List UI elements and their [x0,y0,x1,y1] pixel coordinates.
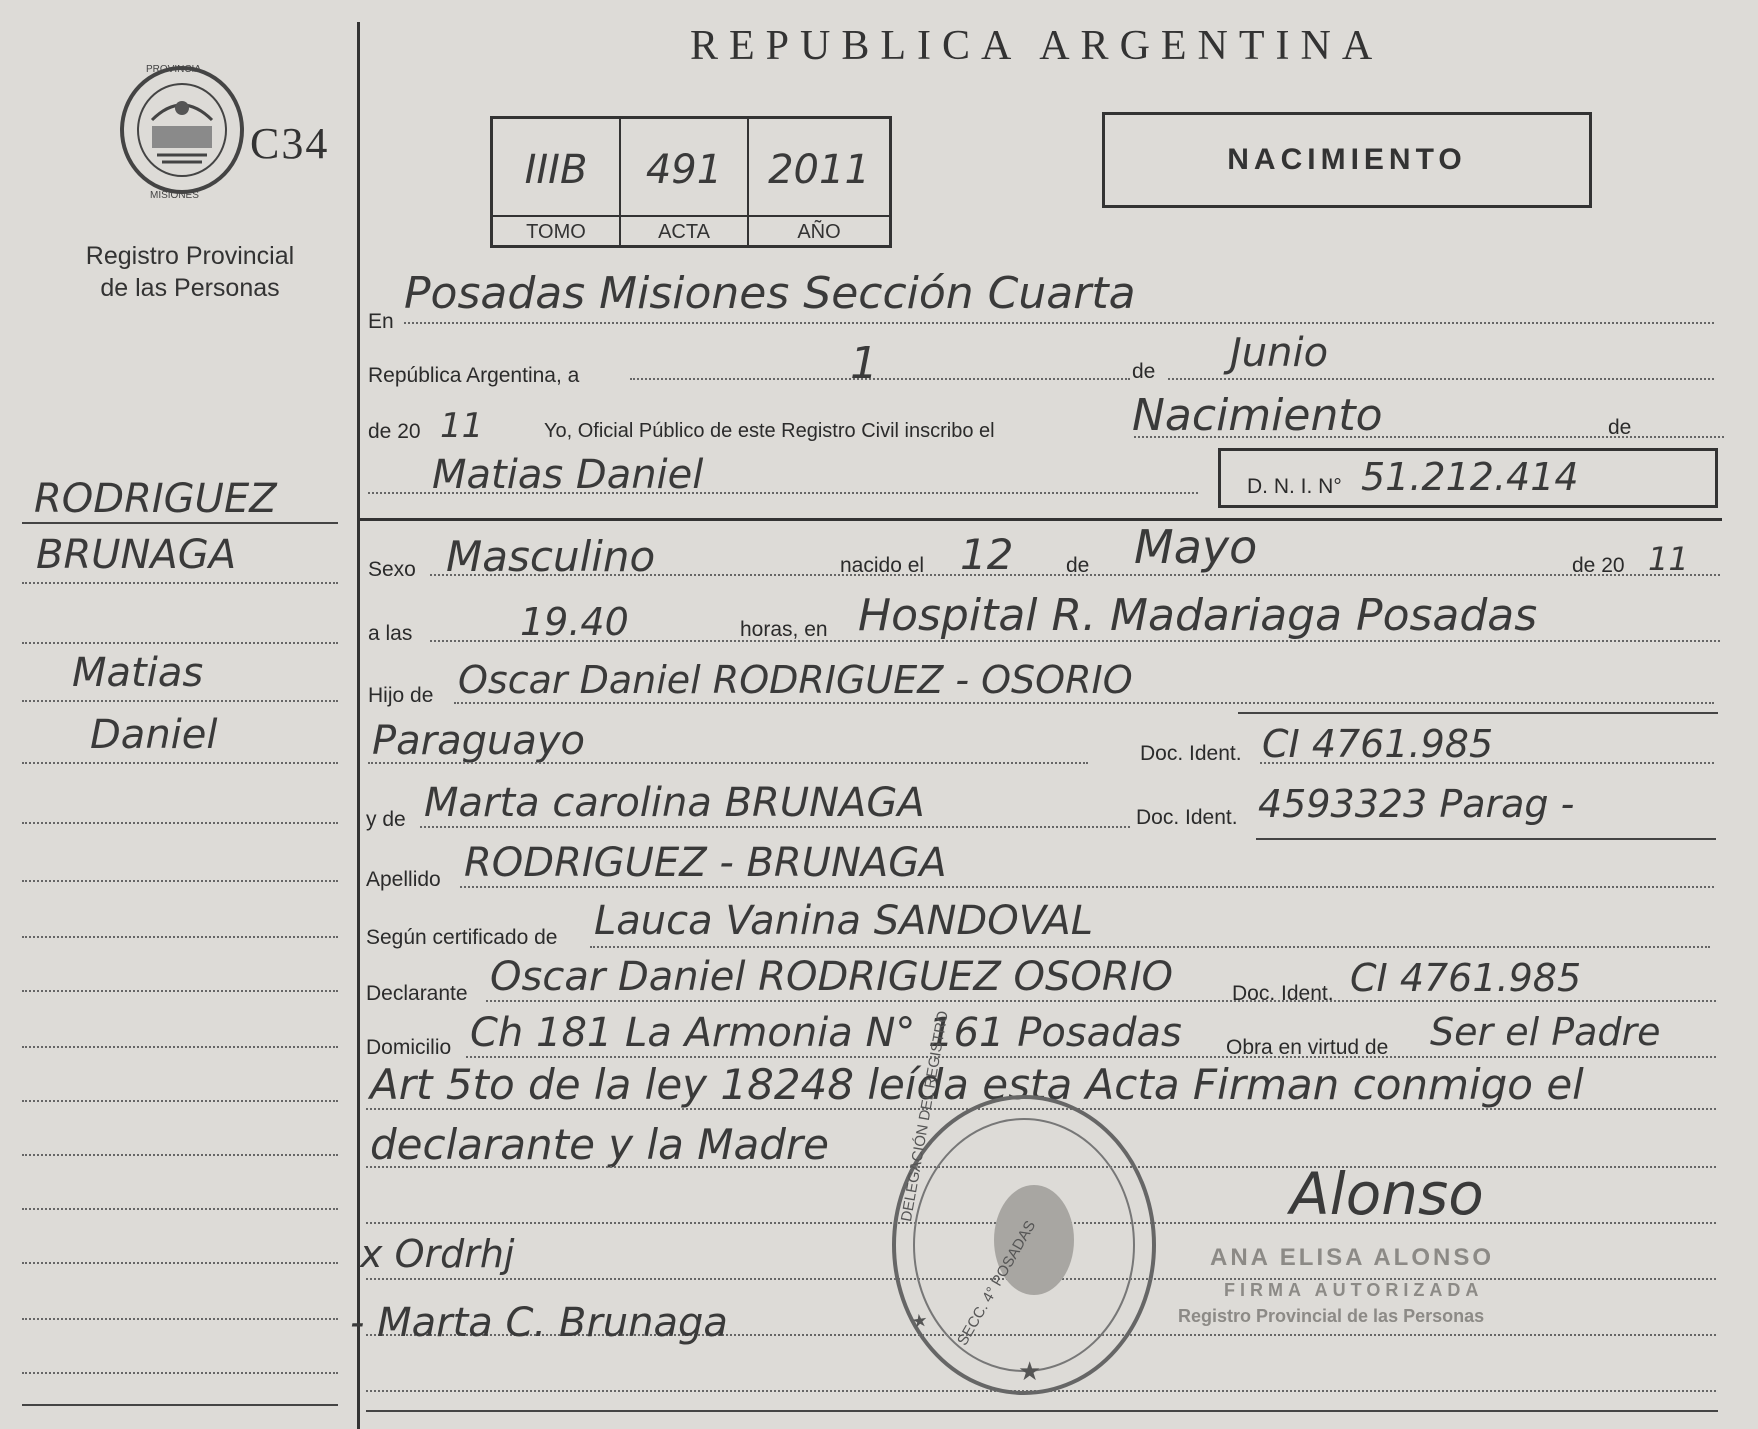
section-box-text: NACIMIENTO [1227,143,1467,176]
padre-nacionalidad-value: Paraguayo [372,718,585,764]
madre-value: Marta carolina BRUNAGA [424,780,925,826]
anio-label: AÑO [749,215,889,248]
name-value: Matias Daniel [432,452,704,498]
tomo-value: IIIB [524,147,588,193]
dni-box [1218,448,1718,508]
de20-label-2: de 20 [1572,554,1625,577]
province-seal-icon [112,60,252,200]
domicilio-value: Ch 181 La Armonia N° 161 Posadas [470,1010,1182,1056]
nacido-year-suffix: 11 [1648,540,1689,578]
dni-value: 51.212.414 [1361,455,1579,499]
anio-value: 2011 [768,147,870,193]
lugar-value: Hospital R. Madariaga Posadas [858,590,1538,641]
yde-label: y de [366,808,406,831]
nacido-day: 12 [960,530,1014,579]
doc-ident-label-3: Doc. Ident. [1232,982,1334,1005]
declarante-doc-value: CI 4761.985 [1350,956,1582,1000]
yo-label: Yo, Oficial Público de este Registro Civil inscribo el [544,420,995,442]
doc-ident-label-2: Doc. Ident. [1136,806,1238,829]
svg-text:★: ★ [1018,1356,1042,1386]
declarante-value: Oscar Daniel RODRIGUEZ OSORIO [490,954,1173,1000]
round-seal-inner-text: SECC. 4° POSADAS [954,1217,1040,1349]
signature-mother: - Marta C. Brunaga [350,1300,728,1346]
acta-label: ACTA [621,215,749,248]
en-label: En [368,310,394,333]
hijo-label: Hijo de [368,684,434,707]
margin-surname-line2: BRUNAGA [36,532,237,578]
round-seal-text: DELEGACIÓN DEL REGISTRO [898,1009,952,1223]
de-end-label: de [1608,416,1632,439]
observations-line1: Art 5to de la ley 18248 leída esta Acta Firman conmigo el [370,1060,1584,1109]
rep-label: República Argentina, a [368,364,580,387]
madre-doc-value: 4593323 Parag - [1258,782,1575,826]
obra-label: Obra en virtud de [1226,1036,1389,1059]
rep-day: 1 [850,338,878,389]
header-title: REPUBLICA ARGENTINA [690,23,1384,69]
seal-text-top: PROVINCIA [146,64,202,75]
acta-box [490,116,892,248]
de-label: de [1132,360,1156,383]
official-signature: Alonso [1290,1160,1484,1228]
nacido-month: Mayo [1134,520,1258,574]
acta-value: 491 [645,147,723,193]
alas-label: a las [368,622,413,645]
sexo-label: Sexo [368,558,416,581]
sexo-value: Masculino [446,532,656,581]
section-box [1102,112,1592,208]
round-seal [884,1009,1164,1400]
official-stamp-line1: ANA ELISA ALONSO [1210,1244,1495,1271]
signature-declarant: x Ordrhj [360,1232,515,1276]
registry-label [40,240,340,304]
nacido-label: nacido el [840,554,925,577]
rep-month: Junio [1230,330,1329,376]
observations-line2: declarante y la Madre [370,1120,829,1169]
registry-label-line2: de las Personas [100,274,280,302]
official-stamp-line2: FIRMA AUTORIZADA [1224,1280,1484,1300]
apellido-label: Apellido [366,868,441,891]
seal-text-bottom: MISIONES [150,190,199,201]
inscribo-value: Nacimiento [1132,390,1383,441]
tomo-label: TOMO [493,215,621,248]
doc-ident-label: Doc. Ident. [1140,742,1242,765]
dni-label: D. N. I. N° [1247,475,1342,498]
obra-value: Ser el Padre [1430,1010,1661,1054]
segun-value: Lauca Vanina SANDOVAL [594,898,1093,944]
horas-label: horas, en [740,618,828,641]
apellido-value: RODRIGUEZ - BRUNAGA [464,840,947,886]
en-value: Posadas Misiones Sección Cuarta [404,268,1136,319]
declarante-label: Declarante [366,982,468,1005]
margin-given-line2: Daniel [90,712,218,758]
registry-label-line1: Registro Provincial [85,242,295,270]
margin-number: C34 [250,119,330,168]
official-stamp-line3: Registro Provincial de las Personas [1178,1306,1485,1326]
segun-label: Según certificado de [366,926,558,949]
margin-divider [357,22,360,1429]
de-label-2: de [1066,554,1090,577]
margin-surname-line1: RODRIGUEZ [34,476,277,522]
domicilio-label: Domicilio [366,1036,452,1059]
margin-given-line1: Matias [72,650,204,696]
hora-value: 19.40 [520,600,629,644]
svg-text:★: ★ [908,1311,931,1331]
padre-doc-value: CI 4761.985 [1262,722,1494,766]
year-suffix: 11 [440,406,484,446]
de20-label: de 20 [368,420,421,443]
padre-value: Oscar Daniel RODRIGUEZ - OSORIO [458,658,1133,702]
